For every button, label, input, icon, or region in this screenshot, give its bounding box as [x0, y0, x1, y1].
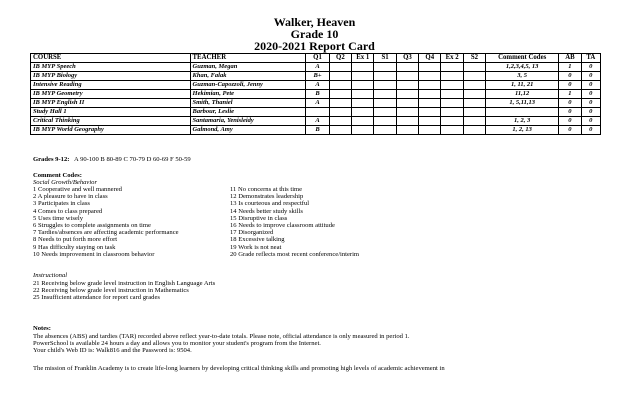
course-cell: IB MYP Geometry [31, 90, 191, 99]
grade-cell [329, 72, 351, 81]
course-cell: Critical Thinking [31, 117, 191, 126]
column-header: TA [581, 54, 600, 63]
grade-cell [419, 126, 441, 135]
instructional-label: Instructional [33, 272, 68, 279]
table-row [31, 126, 601, 135]
teacher-cell: Guzman, Megan [190, 63, 306, 72]
grade-cell: 0 [581, 99, 600, 108]
comment-codes-right [230, 186, 359, 258]
column-header: Ex 1 [352, 54, 374, 63]
column-header: AB [559, 54, 581, 63]
grade-cell: 1,2,3,4,5, 13 [486, 63, 559, 72]
grade-cell [329, 108, 351, 117]
grade-cell: A [306, 63, 329, 72]
grade-cell [352, 63, 374, 72]
grade-cell [374, 90, 396, 99]
grade-cell [441, 117, 463, 126]
grade-cell: 0 [559, 81, 581, 90]
grade-cell: A [306, 99, 329, 108]
grade-cell: 0 [559, 72, 581, 81]
comment-code-item: 6 Struggles to complete assignments on time [33, 222, 151, 230]
grade-cell: A [306, 81, 329, 90]
grade-cell: B [306, 126, 329, 135]
teacher-cell: Galmond, Amy [190, 126, 306, 135]
grade-cell [463, 63, 485, 72]
grade-cell [352, 126, 374, 135]
comment-code-item: 8 Needs to put forth more effort [33, 236, 118, 244]
teacher-cell: Barbour, Leslie [190, 108, 306, 117]
grade-cell [463, 81, 485, 90]
grade-cell: 0 [559, 126, 581, 135]
comment-code-item: 17 Disorganized [230, 229, 274, 237]
grade-cell [419, 72, 441, 81]
comment-code-item: 5 Uses time wisely [33, 214, 83, 222]
column-header: Q2 [329, 54, 351, 63]
comment-code-item: 11 No concerns at this time [230, 186, 303, 193]
grade-cell [329, 126, 351, 135]
comment-code-item: 12 Demonstrates leadership [230, 193, 304, 201]
grade-cell [419, 108, 441, 117]
grade-cell [419, 81, 441, 90]
grade-cell [441, 126, 463, 135]
grade-cell: 1, 2, 13 [486, 126, 559, 135]
grade-cell: 1 [559, 90, 581, 99]
table-row [31, 90, 601, 99]
comment-code-item: 16 Needs to improve classroom attitude [230, 222, 335, 230]
column-header: TEACHER [190, 54, 306, 63]
comment-code-item: 20 Grade reflects most recent conference/interim [230, 250, 360, 258]
column-header: Q4 [419, 54, 441, 63]
grade-cell [441, 63, 463, 72]
grade-level: Grade 10 [290, 27, 339, 41]
grade-cell: 0 [581, 63, 600, 72]
grade-cell: 0 [581, 72, 600, 81]
grade-cell [419, 99, 441, 108]
table-row [31, 108, 601, 117]
grade-cell [419, 63, 441, 72]
grade-cell: 3, 5 [486, 72, 559, 81]
notes-lines [33, 333, 410, 355]
grade-cell: 0 [581, 81, 600, 90]
grade-cell: 0 [559, 99, 581, 108]
grade-cell [396, 81, 418, 90]
grade-cell [396, 63, 418, 72]
grade-cell [396, 90, 418, 99]
comment-code-item: 14 Needs better study skills [230, 207, 303, 215]
comment-code-item: 21 Receiving below grade level instruction in English Language Arts [33, 280, 216, 287]
column-header: Q1 [306, 54, 329, 63]
table-row [31, 72, 601, 81]
grade-cell [441, 72, 463, 81]
grade-cell [441, 108, 463, 117]
note-line: Your child's Web ID is: Walk816 and the Password is: 9504. [33, 347, 192, 355]
column-header: S1 [374, 54, 396, 63]
grade-cell [463, 90, 485, 99]
column-header: Ex 2 [441, 54, 463, 63]
grade-cell [374, 81, 396, 90]
grade-cell: 1 [559, 63, 581, 72]
grade-cell [396, 108, 418, 117]
grade-cell [419, 117, 441, 126]
grade-cell [396, 72, 418, 81]
grade-cell: A [306, 117, 329, 126]
teacher-cell: Santamaria, Yenisleidy [190, 117, 306, 126]
grade-cell [352, 99, 374, 108]
grade-cell: B+ [306, 72, 329, 81]
grade-cell [463, 126, 485, 135]
grade-cell [374, 108, 396, 117]
grade-cell [396, 126, 418, 135]
grade-cell [374, 126, 396, 135]
grade-cell: B [306, 90, 329, 99]
grade-cell [486, 108, 559, 117]
comment-code-item: 15 Disruptive in class [230, 214, 288, 222]
grade-cell [374, 99, 396, 108]
column-header: Comment Codes [486, 54, 559, 63]
grade-cell: 0 [559, 108, 581, 117]
grade-cell [396, 117, 418, 126]
grade-cell [441, 81, 463, 90]
note-line: PowerSchool is available 24 hours a day and allows you to monitor your student's program from the Internet. [33, 340, 321, 348]
teacher-cell: Guzman-Capozzoli, Jenny [190, 81, 306, 90]
note-line: The absences (ABS) and tardies (TAR) recorded above reflect year-to-date totals. Please note, official attendance is only measured in period 1. [33, 333, 410, 340]
grade-cell [396, 99, 418, 108]
comment-code-item: 3 Participates in class [33, 200, 90, 208]
comment-code-item: 18 Excessive talking [230, 236, 285, 244]
grade-cell [374, 72, 396, 81]
grade-cell [352, 81, 374, 90]
grade-cell: 0 [581, 90, 600, 99]
grade-cell [352, 117, 374, 126]
grade-cell [329, 99, 351, 108]
course-cell: Study Hall 1 [31, 108, 191, 117]
column-header: COURSE [31, 54, 191, 63]
grade-cell [441, 99, 463, 108]
grade-cell [352, 72, 374, 81]
mission-statement: The mission of Franklin Academy is to create life-long learners by developing critical thinking skills and promoting high levels of academic achievement in [33, 365, 445, 372]
course-cell: Intensive Reading [31, 81, 191, 90]
table-row [31, 63, 601, 72]
course-cell: IB MYP English II [31, 99, 191, 108]
teacher-cell: Khan, Falak [190, 72, 306, 81]
comment-code-item: 13 Is courteous and respectful [230, 200, 310, 208]
comment-code-item: 22 Receiving below grade level instruction in Mathematics [33, 287, 189, 295]
comment-code-item: 10 Needs improvement in classroom behavior [33, 250, 155, 258]
notes-heading: Notes: [33, 325, 51, 332]
column-header: S2 [463, 54, 485, 63]
course-cell: IB MYP Biology [31, 72, 191, 81]
grade-cell [374, 117, 396, 126]
comment-code-item: 4 Comes to class prepared [33, 207, 103, 215]
grade-cell [352, 90, 374, 99]
grade-cell: 0 [581, 126, 600, 135]
grades-table [30, 53, 601, 135]
comment-code-item: 7 Tardies/absences are affecting academic performance [33, 229, 179, 237]
grade-cell [463, 72, 485, 81]
table-row [31, 117, 601, 126]
grade-cell: 0 [581, 108, 600, 117]
course-cell: IB MYP World Geography [31, 126, 191, 135]
grade-cell [306, 108, 329, 117]
grade-cell [352, 108, 374, 117]
grade-cell [419, 90, 441, 99]
grade-cell [329, 63, 351, 72]
grade-scale [33, 156, 191, 163]
grade-cell [329, 117, 351, 126]
teacher-cell: Smith, Thaniel [190, 99, 306, 108]
course-cell: IB MYP Speech [31, 63, 191, 72]
comment-code-item: 25 Insufficient attendance for report card grades [33, 294, 160, 302]
report-title: 2020-2021 Report Card [254, 39, 375, 53]
comment-code-item: 2 A pleasure to have in class [33, 193, 108, 201]
grade-cell [374, 63, 396, 72]
grade-cell: 0 [581, 117, 600, 126]
table-row [31, 99, 601, 108]
grade-cell [463, 99, 485, 108]
comment-code-item: 19 Work is not neat [230, 243, 282, 251]
grade-cell [329, 81, 351, 90]
grade-scale-label: Grades 9-12: [33, 156, 70, 163]
comment-codes-heading: Comment Codes: [33, 172, 82, 179]
comment-code-item: 9 Has difficulty staying on task [33, 243, 116, 251]
grade-cell: 11,12 [486, 90, 559, 99]
instructional-codes [33, 280, 215, 302]
column-header: Q3 [396, 54, 418, 63]
grade-cell: 1, 11, 21 [486, 81, 559, 90]
grade-cell: 1, 2, 3 [486, 117, 559, 126]
grade-cell: 0 [559, 117, 581, 126]
social-growth-label: Social Growth/Behavior [33, 179, 98, 186]
grade-cell [329, 90, 351, 99]
comment-code-item: 1 Cooperative and well mannered [33, 186, 122, 193]
grade-cell [463, 108, 485, 117]
grade-cell [463, 117, 485, 126]
table-header-row [31, 54, 601, 63]
comment-codes-left [33, 186, 179, 258]
grade-scale-values: A 90-100 B 80-89 C 70-79 D 60-69 F 50-59 [74, 156, 191, 163]
grade-cell: 1, 5,11,13 [486, 99, 559, 108]
grade-cell [441, 90, 463, 99]
student-name: Walker, Heaven [273, 15, 356, 29]
table-row [31, 81, 601, 90]
teacher-cell: Hekimian, Pete [190, 90, 306, 99]
